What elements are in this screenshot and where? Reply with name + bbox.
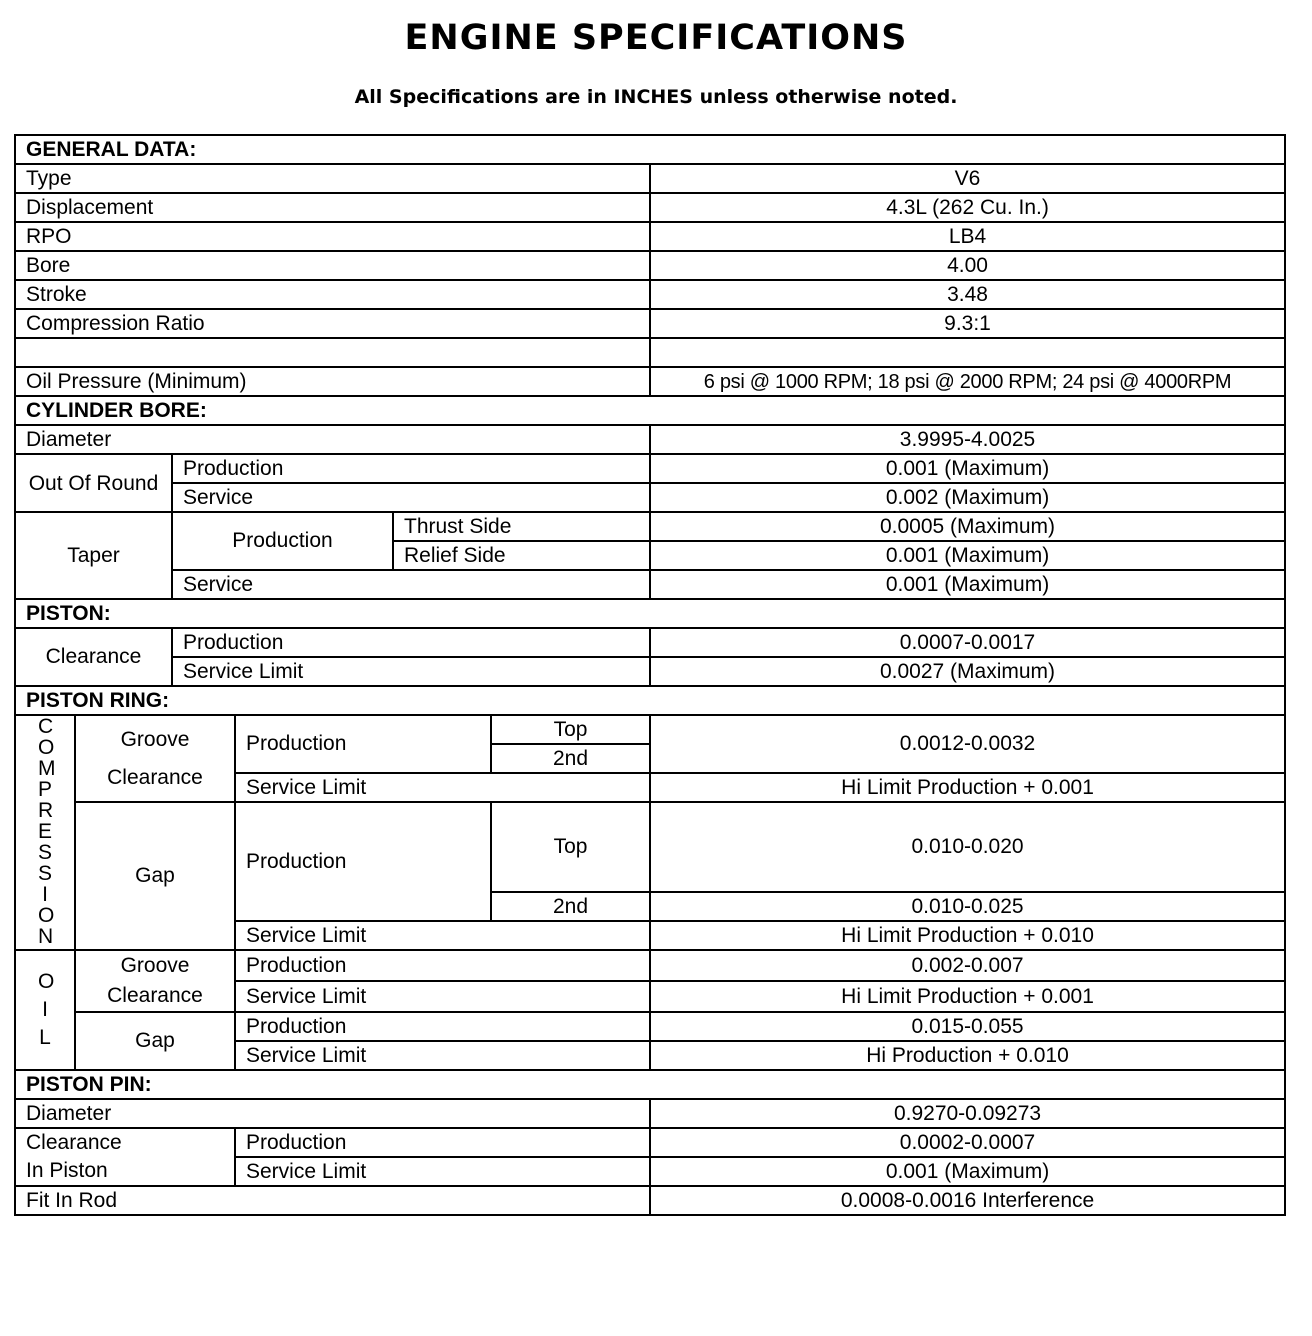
row-value: 0.0002-0.0007 [650, 1128, 1285, 1157]
page-title: ENGINE SPECIFICATIONS [404, 18, 908, 58]
group-label: Groove Clearance [75, 950, 235, 1012]
sub-group-label: Production [172, 512, 393, 570]
row-label: Service Limit [235, 921, 650, 950]
group-label: Groove Clearance [75, 715, 235, 802]
row-value: 3.48 [650, 280, 1285, 309]
row-value: 4.00 [650, 251, 1285, 280]
row-value: LB4 [650, 222, 1285, 251]
table-row [15, 309, 1285, 338]
table-row [15, 425, 1285, 454]
table-row [15, 164, 1285, 193]
row-value: 0.0012-0.0032 [650, 715, 1285, 773]
table-row [15, 628, 1285, 657]
row-label: Production [235, 1012, 650, 1041]
group-label-line: In Piston [15, 1157, 235, 1186]
page-subtitle: All Specifications are in INCHES unless otherwise noted. [354, 86, 958, 108]
row-value: 0.001 (Maximum) [650, 454, 1285, 483]
group-label: Gap [75, 802, 235, 950]
table-row [15, 280, 1285, 309]
section-header-row [15, 686, 1285, 715]
row-label: Fit In Rod [15, 1186, 650, 1215]
row-value: 0.001 (Maximum) [650, 570, 1285, 599]
spec-table [14, 134, 1286, 1216]
table-row [15, 1186, 1285, 1215]
row-value: 0.0005 (Maximum) [650, 512, 1285, 541]
section-header-row [15, 599, 1285, 628]
row-label: Service Limit [235, 773, 650, 802]
row-value: 0.001 (Maximum) [650, 1157, 1285, 1186]
oil-vertical-label [15, 950, 75, 1070]
group-label: Taper [15, 512, 172, 599]
vertical-text: COMPRESSION [38, 715, 56, 948]
table-row [15, 454, 1285, 483]
row-label: Production [172, 628, 650, 657]
section-header-row [15, 396, 1285, 425]
table-row [15, 715, 1285, 744]
table-row [15, 657, 1285, 686]
ring-position-label: 2nd [491, 744, 650, 773]
section-heading: PISTON RING: [15, 686, 1285, 715]
row-value: 9.3:1 [650, 309, 1285, 338]
section-header-row [15, 135, 1285, 164]
row-value: Hi Limit Production + 0.001 [650, 773, 1285, 802]
row-label: Production [235, 802, 491, 921]
row-label: Bore [15, 251, 650, 280]
ring-position-label: Top [491, 802, 650, 892]
group-label-line: Clearance [15, 1128, 235, 1157]
row-value: 0.015-0.055 [650, 1012, 1285, 1041]
table-row [15, 222, 1285, 251]
row-value: 0.010-0.020 [650, 802, 1285, 892]
row-value: 3.9995-4.0025 [650, 425, 1285, 454]
ring-position-label: Top [491, 715, 650, 744]
row-label: Service Limit [235, 981, 650, 1012]
table-row [15, 483, 1285, 512]
row-value: Hi Production + 0.010 [650, 1041, 1285, 1070]
row-label: Compression Ratio [15, 309, 650, 338]
row-label: Diameter [15, 425, 650, 454]
table-row [15, 1128, 1285, 1157]
row-value: Hi Limit Production + 0.001 [650, 981, 1285, 1012]
table-row [15, 367, 1285, 396]
table-row [15, 1157, 1285, 1186]
ring-position-label: 2nd [491, 892, 650, 921]
row-value: 0.002-0.007 [650, 950, 1285, 981]
group-label: Gap [75, 1012, 235, 1070]
row-label: Displacement [15, 193, 650, 222]
table-row [15, 193, 1285, 222]
row-label: Production [235, 950, 650, 981]
row-label: Production [235, 715, 491, 773]
section-heading: GENERAL DATA: [15, 135, 1285, 164]
row-value: 0.9270-0.09273 [650, 1099, 1285, 1128]
row-label: Stroke [15, 280, 650, 309]
table-row [15, 512, 1285, 541]
table-row [15, 251, 1285, 280]
table-row [15, 1099, 1285, 1128]
section-heading: CYLINDER BORE: [15, 396, 1285, 425]
table-row [15, 802, 1285, 892]
row-label: Service Limit [172, 657, 650, 686]
row-label: Production [235, 1128, 650, 1157]
row-value: 0.002 (Maximum) [650, 483, 1285, 512]
row-value: Hi Limit Production + 0.010 [650, 921, 1285, 950]
row-value: 6 psi @ 1000 RPM; 18 psi @ 2000 RPM; 24 psi @ 4000RPM [650, 367, 1285, 396]
row-value: 0.001 (Maximum) [650, 541, 1285, 570]
group-label: Clearance [15, 628, 172, 686]
blank-cell [650, 338, 1285, 367]
row-label: Diameter [15, 1099, 650, 1128]
row-value: 0.0027 (Maximum) [650, 657, 1285, 686]
row-label: Relief Side [393, 541, 650, 570]
vertical-text: OIL [38, 970, 55, 1049]
section-heading: PISTON PIN: [15, 1070, 1285, 1099]
row-value: 0.0007-0.0017 [650, 628, 1285, 657]
row-value: 0.010-0.025 [650, 892, 1285, 921]
row-value: V6 [650, 164, 1285, 193]
table-row [15, 570, 1285, 599]
table-row [15, 1012, 1285, 1041]
row-label: Service [172, 483, 650, 512]
blank-cell [15, 338, 650, 367]
row-value: 4.3L (262 Cu. In.) [650, 193, 1285, 222]
compression-vertical-label [15, 715, 75, 950]
section-header-row [15, 1070, 1285, 1099]
row-label: RPO [15, 222, 650, 251]
section-heading: PISTON: [15, 599, 1285, 628]
row-label: Type [15, 164, 650, 193]
row-label: Service Limit [235, 1041, 650, 1070]
group-label: Out Of Round [15, 454, 172, 512]
table-row [15, 950, 1285, 981]
row-label: Production [172, 454, 650, 483]
blank-row [15, 338, 1285, 367]
row-label: Service Limit [235, 1157, 650, 1186]
row-label: Service [172, 570, 650, 599]
row-label: Thrust Side [393, 512, 650, 541]
row-label: Oil Pressure (Minimum) [15, 367, 650, 396]
row-value: 0.0008-0.0016 Interference [650, 1186, 1285, 1215]
